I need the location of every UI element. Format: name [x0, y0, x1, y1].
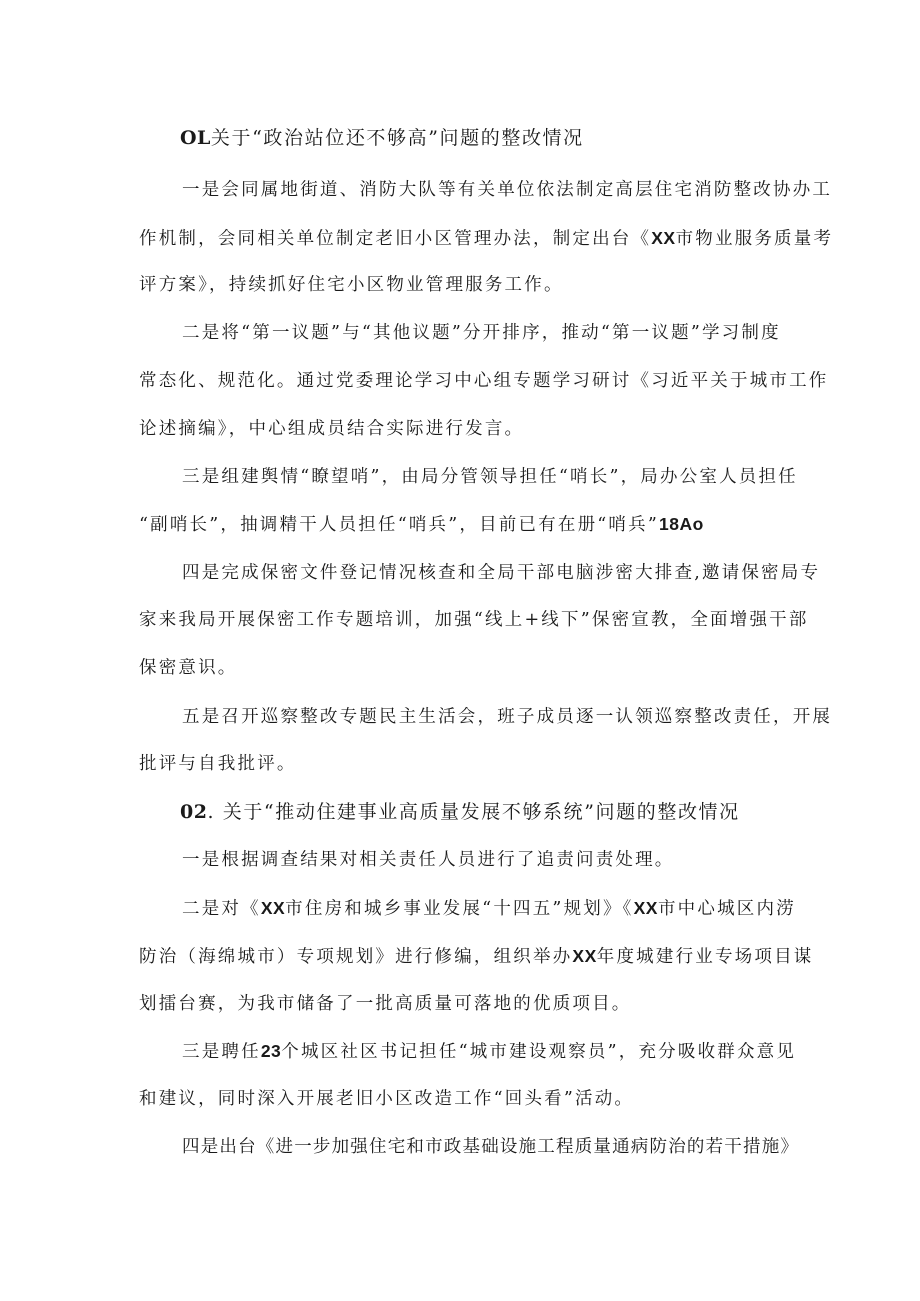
paragraph-line: 一是根据调查结果对相关责任人员进行了追责问责处理。 [182, 850, 675, 870]
section-title: 关于“政治站位还不够高”问题的整改情况 [210, 127, 584, 149]
paragraph-line: 三是聘任23个城区社区书记担任“城市建设观察员”，充分吸收群众意见 [182, 1041, 797, 1062]
paragraph-line: 常态化、规范化。通过党委理论学习中心组专题学习研讨《习近平关于城市工作 [139, 371, 829, 391]
paragraph-line: 保密意识。 [139, 658, 238, 678]
paragraph-line: 防治（海绵城市）专项规划》进行修编，组织举办XX年度城建行业专场项目谋 [139, 946, 814, 967]
paragraph-line: 二是对《XX市住房和城乡事业发展“十四五”规划》《XX市中心城区内涝 [182, 898, 796, 919]
paragraph-line: 批评与自我批评。 [139, 754, 297, 774]
paragraph-line: 三是组建舆情“瞭望哨”，由局分管领导担任“哨长”，局办公室人员担任 [182, 467, 798, 487]
section-title: . 关于“推动住建事业高质量发展不够系统”问题的整改情况 [207, 801, 740, 823]
paragraph-line: “副哨长”，抽调精干人员担任“哨兵”，目前已有在册“哨兵”18Ao [139, 514, 704, 535]
paragraph-line: 二是将“第一议题”与“其他议题”分开排序，推动“第一议题”学习制度 [182, 323, 781, 343]
paragraph-line: 四是出台《进一步加强住宅和市政基础设施工程质量通病防治的若干措施》 [182, 1137, 800, 1157]
paragraph-line: 和建议，同时深入开展老旧小区改造工作“回头看”活动。 [139, 1089, 635, 1109]
section-number: OL [180, 127, 211, 149]
paragraph-line: 五是召开巡察整改专题民主生活会，班子成员逐一认领巡察整改责任，开展 [182, 707, 833, 727]
paragraph-line: 论述摘编》，中心组成员结合实际进行发言。 [139, 419, 525, 439]
paragraph-line: 四是完成保密文件登记情况核查和全局干部电脑涉密大排查,邀请保密局专 [182, 563, 821, 583]
paragraph-line: 家来我局开展保密工作专题培训，加强“线上+线下”保密宣教，全面增强干部 [139, 610, 809, 630]
paragraph-line: 评方案》，持续抓好住宅小区物业管理服务工作。 [139, 275, 564, 295]
paragraph-line: 一是会同属地街道、消防大队等有关单位依法制定高层住宅消防整改协办工 [182, 180, 833, 200]
section-heading-2 [180, 800, 740, 824]
section-heading-1 [180, 126, 584, 150]
paragraph-line: 划擂台赛，为我市储备了一批高质量可落地的优质项目。 [139, 994, 632, 1014]
section-number: 02 [180, 801, 208, 823]
paragraph-line: 作机制，会同相关单位制定老旧小区管理办法，制定出台《XX市物业服务质量考 [139, 228, 834, 249]
